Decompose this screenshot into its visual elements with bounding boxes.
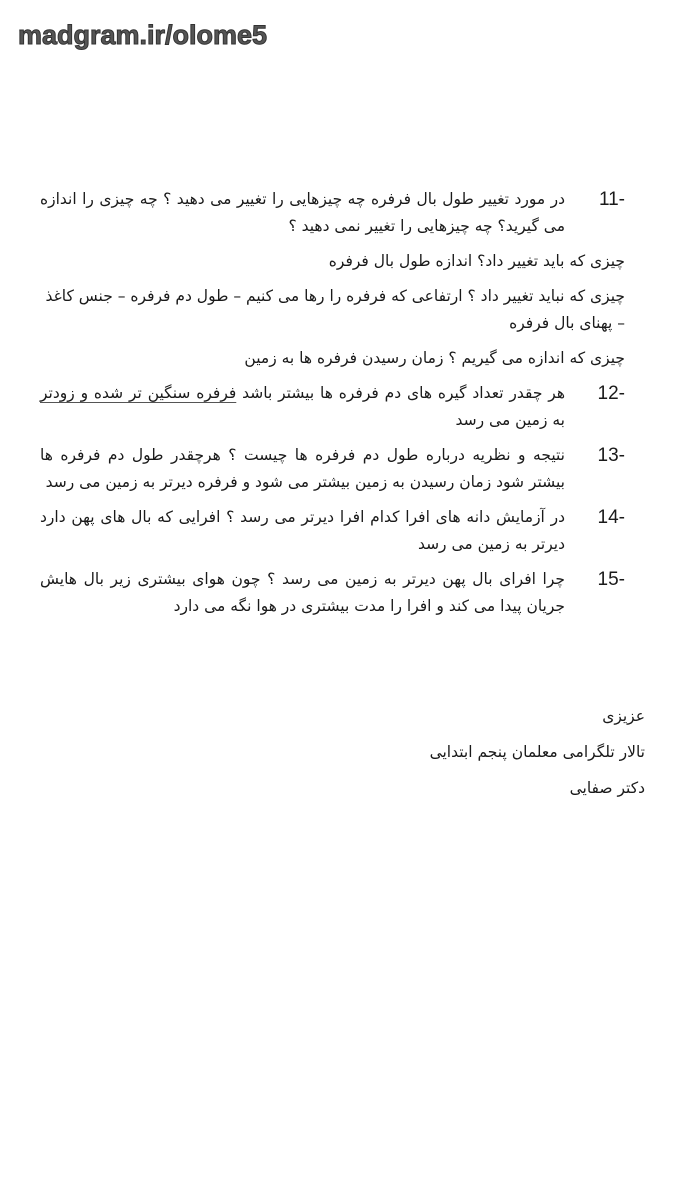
question-number: 13- — [597, 445, 625, 466]
signature-block — [430, 698, 645, 806]
question-11 — [40, 186, 625, 240]
question-number: 15- — [597, 569, 625, 590]
watermark-url: madgram.ir/olome5 — [18, 20, 268, 50]
answer-sheet — [40, 186, 625, 628]
underlined-text: فرفره سنگین تر شده و زودتر — [40, 384, 237, 402]
question-number: 14- — [597, 507, 625, 528]
question-number: 11- — [598, 189, 625, 210]
measured-paragraph: چیزی که اندازه می گیریم ؟ زمان رسیدن فرفره ها به زمین — [244, 349, 625, 367]
must-change-paragraph: چیزی که باید تغییر داد؟ اندازه طول بال فرفره — [328, 252, 625, 270]
signature-author: دکتر صفایی — [569, 779, 645, 797]
question-text: چرا افرای بال پهن دیرتر به زمین می رسد ؟ چون هوای بیشتری زیر بال هایش جریان پیدا می کند و افرا را مدت بیشتری در هوا نگه می دارد — [40, 570, 565, 615]
question-number: 12- — [597, 383, 625, 404]
question-15 — [40, 566, 625, 620]
text-plain: هر چقدر تعداد گیره های دم فرفره ها بیشتر باشد — [236, 384, 565, 402]
must-not-change-paragraph: چیزی که نباید تغییر داد ؟ ارتفاعی که فرفره را رها می کنیم – طول دم فرفره – جنس کاغذ – پهنای بال فرفره — [45, 287, 625, 332]
question-text: در آزمایش دانه های افرا کدام افرا دیرتر می رسد ؟ افرایی که بال های پهن دارد دیرتر به زمین می رسد — [40, 508, 565, 553]
question-12 — [40, 380, 625, 434]
question-text: نتیجه و نظریه درباره طول دم فرفره ها چیست ؟ هرچقدر طول دم فرفره ها بیشتر شود زمان رسیدن به زمین بیشتر می شود و فرفره دیرتر به زمین می رسد — [40, 446, 565, 491]
question-text — [40, 380, 565, 434]
signature-group: تالار تلگرامی معلمان پنجم ابتدایی — [429, 743, 645, 761]
question-14 — [40, 504, 625, 558]
text-plain: به زمین می رسد — [455, 411, 565, 429]
question-text: در مورد تغییر طول بال فرفره چه چیزهایی را تغییر می دهید ؟ چه چیزی را اندازه می گیرید؟ چه چیزهایی را تغییر نمی دهید ؟ — [40, 190, 565, 235]
question-13 — [40, 442, 625, 496]
signature-greeting: عزیزی — [602, 707, 645, 725]
